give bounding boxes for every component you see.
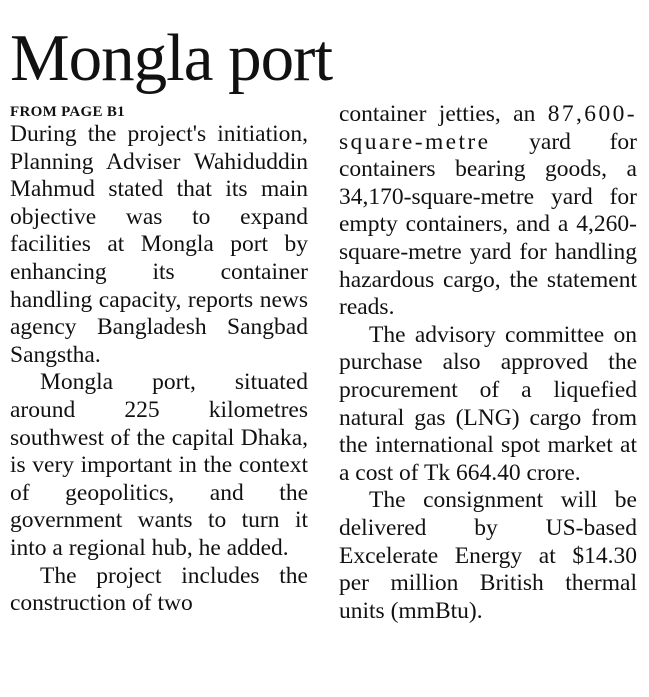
headline: Mongla port bbox=[10, 21, 333, 95]
paragraph-container-jetties-start: container jetties, an bbox=[339, 101, 536, 127]
article-column-left bbox=[10, 103, 308, 618]
paragraph-advisory-committee: The advisory committee on purchase also approved the procurement of a liquefied natural gas (LNG) cargo from the international spot market at a cost of Tk 664.40 crore. bbox=[339, 321, 637, 486]
paragraph-container-jetties-rest: yard for containers bearing goods, a 34,170-square-metre yard for empty containers, and a 4,260-square-metre yard for handling hazardous cargo, the statement reads. bbox=[339, 128, 637, 321]
paragraph-mongla-port: Mongla port, situated around 225 kilometres southwest of the capital Dhaka, is very important in the context of geopolitics, and the government wants to turn it into a regional hub, he added. bbox=[10, 369, 308, 561]
yard-area-figure: 87,600-square-metre bbox=[339, 101, 637, 155]
kicker-from-page: FROM PAGE B1 bbox=[10, 104, 125, 120]
paragraph-initiation: During the project's initiation, Planning Adviser Wahiduddin Mahmud stated that its main objective was to expand facilities at Mongla port by enhancing its container handling capacity, reports news agency Bangladesh Sangbad Sangstha. bbox=[10, 121, 308, 368]
paragraph-project-includes: The project includes the construction of two bbox=[10, 562, 308, 617]
paragraph-consignment: The consignment will be delivered by US-based Excelerate Energy at $14.30 per million British thermal units (mmBtu). bbox=[339, 487, 637, 624]
paragraph-container-jetties bbox=[339, 101, 637, 322]
article-column-right bbox=[339, 101, 637, 625]
